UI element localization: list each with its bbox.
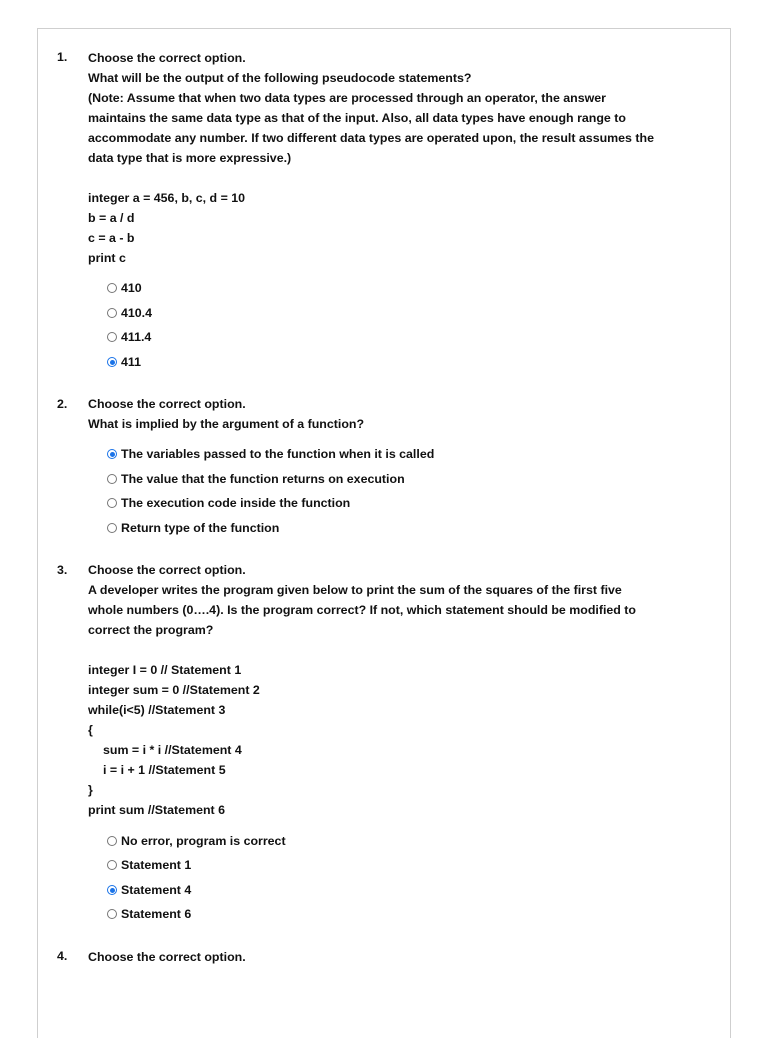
option-label: Statement 4 — [121, 883, 192, 897]
question-2-instruction: Choose the correct option. — [88, 397, 246, 411]
code-line: while(i<5) //Statement 3 — [88, 703, 226, 717]
code-line: c = a - b — [88, 231, 135, 245]
radio-button-icon[interactable] — [107, 357, 117, 367]
q3-option-4[interactable] — [107, 904, 191, 924]
q3-option-3[interactable] — [107, 880, 191, 900]
radio-button-icon[interactable] — [107, 523, 117, 533]
question-4-instruction: Choose the correct option. — [88, 950, 246, 964]
q2-option-3[interactable] — [107, 493, 350, 513]
radio-button-icon[interactable] — [107, 885, 117, 895]
radio-button-icon[interactable] — [107, 308, 117, 318]
q1-option-4[interactable] — [107, 352, 141, 372]
radio-button-icon[interactable] — [107, 449, 117, 459]
question-1-note-line: (Note: Assume that when two data types are processed through an operator, the answer — [88, 91, 606, 105]
option-label: 410.4 — [121, 306, 153, 320]
option-label: The value that the function returns on execution — [121, 472, 405, 486]
q1-option-3[interactable] — [107, 327, 151, 347]
q2-option-2[interactable] — [107, 469, 405, 489]
radio-button-icon[interactable] — [107, 498, 117, 508]
code-line: { — [88, 723, 93, 737]
question-1-instruction: Choose the correct option. — [88, 51, 246, 65]
q3-option-1[interactable] — [107, 831, 286, 851]
question-3-instruction: Choose the correct option. — [88, 563, 246, 577]
radio-button-icon[interactable] — [107, 332, 117, 342]
question-1-note-line: maintains the same data type as that of the input. Also, all data types have enough range to — [88, 111, 626, 125]
question-1-note-line: data type that is more expressive.) — [88, 151, 292, 165]
option-label: Statement 1 — [121, 858, 192, 872]
q2-option-4[interactable] — [107, 518, 279, 538]
option-label: Statement 6 — [121, 907, 192, 921]
option-label: Return type of the function — [121, 521, 280, 535]
question-1-text: What will be the output of the following pseudocode statements? — [88, 71, 472, 85]
radio-button-icon[interactable] — [107, 474, 117, 484]
question-3-text: whole numbers (0….4). Is the program correct? If not, which statement should be modified to — [88, 603, 637, 617]
option-label: The variables passed to the function when it is called — [121, 447, 435, 461]
option-label: The execution code inside the function — [121, 496, 351, 510]
option-label: 410 — [121, 281, 142, 295]
code-line: integer I = 0 // Statement 1 — [88, 663, 242, 677]
code-line: integer a = 456, b, c, d = 10 — [88, 191, 246, 205]
question-1-note-line: accommodate any number. If two different data types are operated upon, the result assumes the — [88, 131, 654, 145]
q2-option-1[interactable] — [107, 444, 434, 464]
question-2-text: What is implied by the argument of a function? — [88, 417, 365, 431]
option-label: 411.4 — [121, 330, 152, 344]
code-line: print c — [88, 251, 126, 265]
radio-button-icon[interactable] — [107, 909, 117, 919]
code-line: } — [88, 783, 93, 797]
q1-option-1[interactable] — [107, 278, 142, 298]
question-1-number: 1. — [57, 50, 68, 64]
q1-option-2[interactable] — [107, 303, 152, 323]
radio-button-icon[interactable] — [107, 283, 117, 293]
q3-option-2[interactable] — [107, 855, 191, 875]
radio-button-icon[interactable] — [107, 836, 117, 846]
question-3-text: A developer writes the program given below to print the sum of the squares of the first five — [88, 583, 622, 597]
code-line: print sum //Statement 6 — [88, 803, 226, 817]
option-label: 411 — [121, 355, 141, 369]
radio-button-icon[interactable] — [107, 860, 117, 870]
code-line: b = a / d — [88, 211, 135, 225]
code-line: integer sum = 0 //Statement 2 — [88, 683, 260, 697]
code-line: sum = i * i //Statement 4 — [103, 743, 242, 757]
question-3-number: 3. — [57, 563, 68, 577]
code-line: i = i + 1 //Statement 5 — [103, 763, 226, 777]
option-label: No error, program is correct — [121, 834, 286, 848]
question-4-number: 4. — [57, 949, 68, 963]
question-3-text: correct the program? — [88, 623, 214, 637]
question-2-number: 2. — [57, 397, 68, 411]
